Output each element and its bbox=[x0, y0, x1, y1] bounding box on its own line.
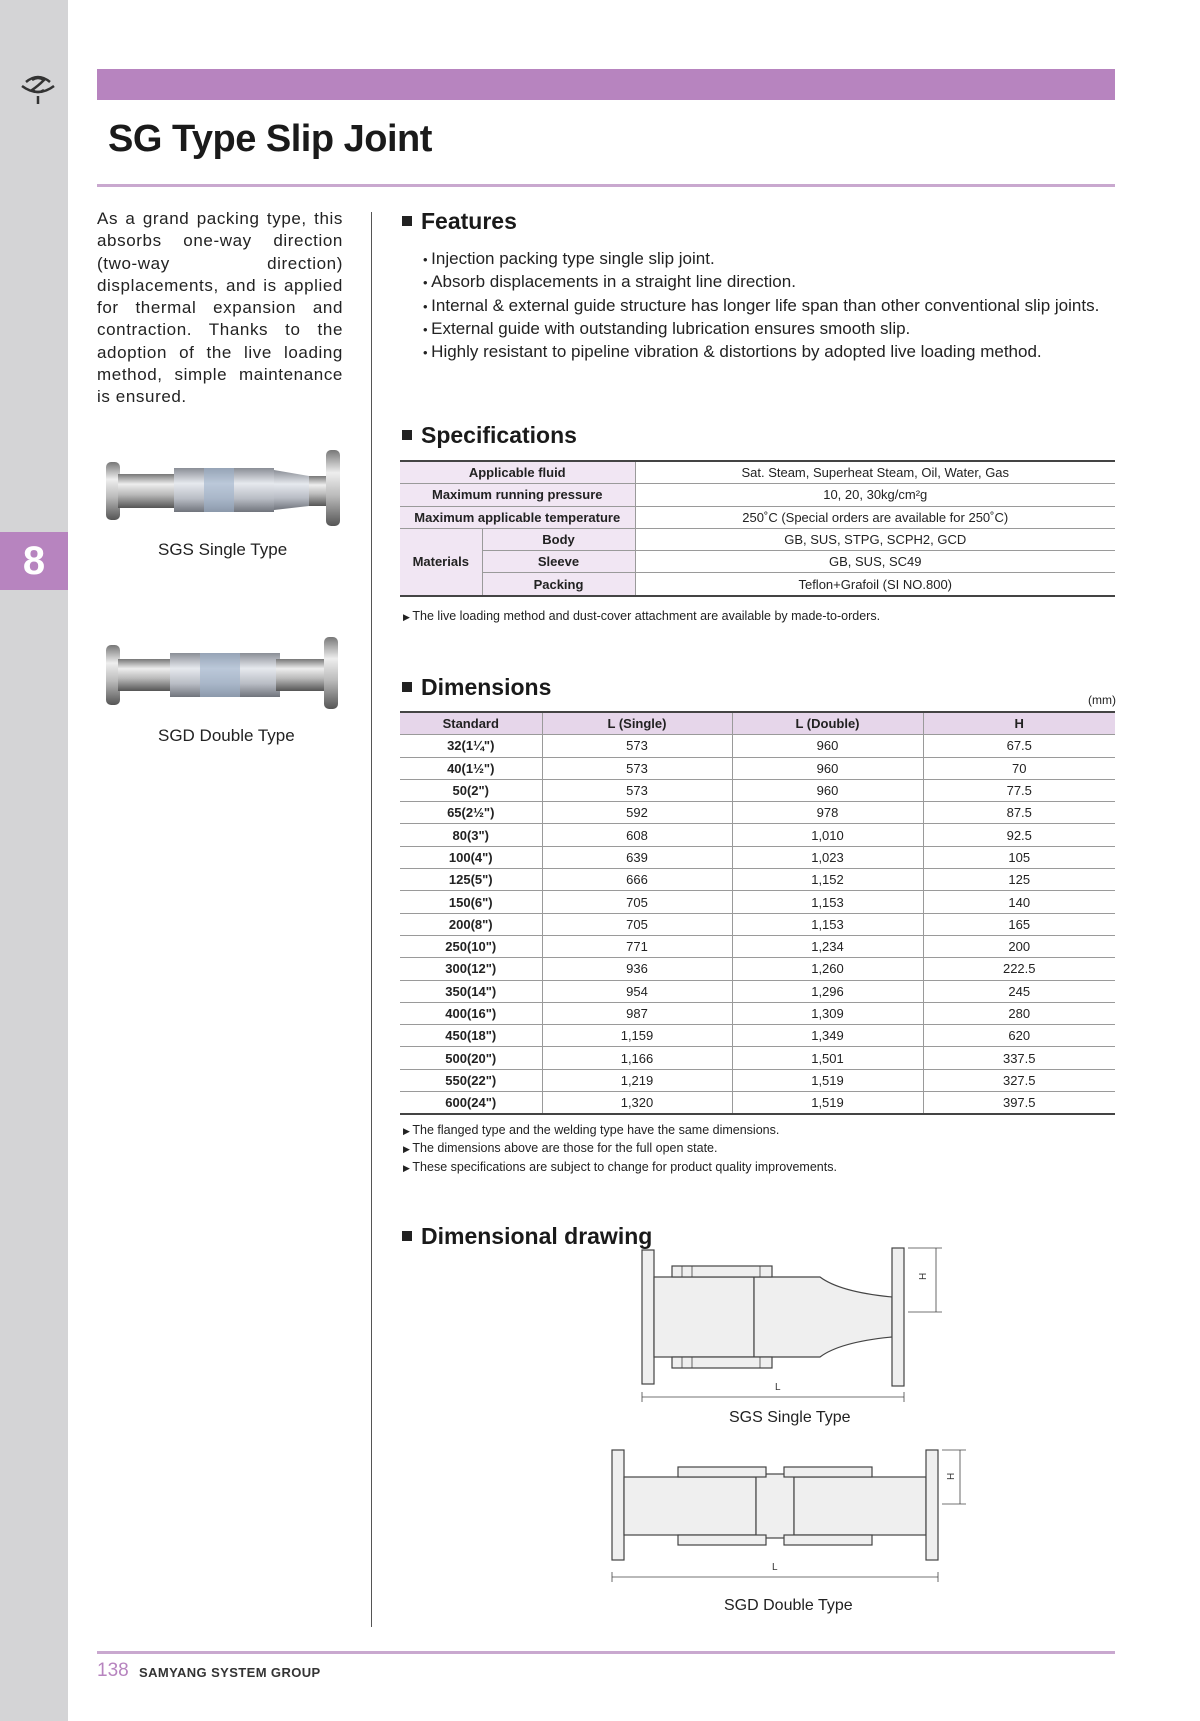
header-bar bbox=[97, 69, 1115, 100]
table-cell: Materials bbox=[400, 528, 482, 595]
table-cell: 70 bbox=[923, 757, 1115, 779]
table-cell: 327.5 bbox=[923, 1069, 1115, 1091]
table-row bbox=[400, 846, 1115, 868]
dim-l-label: L bbox=[775, 1382, 781, 1393]
table-cell: 250˚C (Special orders are available for 250˚C) bbox=[635, 506, 1115, 528]
column-divider bbox=[371, 212, 372, 1627]
list-item: • External guide with outstanding lubrication ensures smooth slip. bbox=[423, 318, 1099, 341]
table-cell: 666 bbox=[542, 869, 732, 891]
table-cell: 222.5 bbox=[923, 958, 1115, 980]
table-cell: 87.5 bbox=[923, 802, 1115, 824]
table-cell: 65(2½") bbox=[400, 802, 542, 824]
list-item: • Internal & external guide structure has longer life span than other conventional slip joints. bbox=[423, 295, 1099, 318]
specifications-note: ▶ The live loading method and dust-cover attachment are available by made-to-orders. bbox=[403, 608, 880, 626]
table-cell: 1,519 bbox=[732, 1092, 923, 1115]
unit-label: (mm) bbox=[1088, 693, 1116, 707]
table-cell: 105 bbox=[923, 846, 1115, 868]
dim-l-label: L bbox=[772, 1562, 778, 1573]
table-cell: 250(10") bbox=[400, 935, 542, 957]
table-cell: 600(24") bbox=[400, 1092, 542, 1115]
table-row bbox=[400, 484, 1115, 506]
table-cell: 1,234 bbox=[732, 935, 923, 957]
column-header: L (Double) bbox=[732, 712, 923, 735]
table-cell: Packing bbox=[482, 573, 635, 596]
dimensions-heading: Dimensions bbox=[402, 674, 551, 701]
table-cell: 1,296 bbox=[732, 980, 923, 1002]
table-cell: 960 bbox=[732, 779, 923, 801]
table-cell: 92.5 bbox=[923, 824, 1115, 846]
table-cell: 639 bbox=[542, 846, 732, 868]
table-cell: 400(16") bbox=[400, 1002, 542, 1024]
table-row bbox=[400, 1025, 1115, 1047]
table-cell: 450(18") bbox=[400, 1025, 542, 1047]
table-row bbox=[400, 802, 1115, 824]
table-cell: Maximum running pressure bbox=[400, 484, 635, 506]
table-cell: 978 bbox=[732, 802, 923, 824]
table-cell: 1,320 bbox=[542, 1092, 732, 1115]
table-cell: 100(4") bbox=[400, 846, 542, 868]
dim-h-label: H bbox=[918, 1272, 929, 1280]
table-cell: 1,166 bbox=[542, 1047, 732, 1069]
table-cell: 125 bbox=[923, 869, 1115, 891]
table-row bbox=[400, 1002, 1115, 1024]
table-cell: 1,519 bbox=[732, 1069, 923, 1091]
table-cell: 140 bbox=[923, 891, 1115, 913]
table-cell: 960 bbox=[732, 735, 923, 757]
column-header: L (Single) bbox=[542, 712, 732, 735]
features-list bbox=[423, 248, 1099, 364]
table-cell: 1,159 bbox=[542, 1025, 732, 1047]
note-item: ▶ The flanged type and the welding type have the same dimensions. bbox=[403, 1122, 837, 1140]
table-cell: 1,309 bbox=[732, 1002, 923, 1024]
table-row bbox=[400, 461, 1115, 484]
table-cell: 705 bbox=[542, 891, 732, 913]
table-row bbox=[400, 506, 1115, 528]
table-cell: 165 bbox=[923, 913, 1115, 935]
page-title: SG Type Slip Joint bbox=[108, 118, 432, 160]
table-cell: 550(22") bbox=[400, 1069, 542, 1091]
table-cell: 300(12") bbox=[400, 958, 542, 980]
table-row bbox=[400, 980, 1115, 1002]
list-item: • Absorb displacements in a straight line direction. bbox=[423, 271, 1099, 294]
column-header: Standard bbox=[400, 712, 542, 735]
table-cell: 592 bbox=[542, 802, 732, 824]
table-cell: Sat. Steam, Superheat Steam, Oil, Water, Gas bbox=[635, 461, 1115, 484]
table-cell: 608 bbox=[542, 824, 732, 846]
table-cell: 200 bbox=[923, 935, 1115, 957]
table-cell: 1,023 bbox=[732, 846, 923, 868]
table-cell: 573 bbox=[542, 779, 732, 801]
table-cell: 620 bbox=[923, 1025, 1115, 1047]
specifications-table bbox=[400, 460, 1115, 597]
table-cell: Teflon+Grafoil (SI NO.800) bbox=[635, 573, 1115, 596]
table-row bbox=[400, 757, 1115, 779]
sgs-drawing-caption: SGS Single Type bbox=[729, 1409, 851, 1426]
table-row bbox=[400, 891, 1115, 913]
intro-text: As a grand packing type, this absorbs one-way direction (two-way direction) displacements, and is applied for thermal expansion and contraction. Thanks to the adoption of the live loading method, simple maintenance is ensured. bbox=[97, 209, 343, 407]
table-cell: 245 bbox=[923, 980, 1115, 1002]
table-row bbox=[400, 528, 1115, 550]
title-divider bbox=[97, 184, 1115, 187]
table-cell: 150(6") bbox=[400, 891, 542, 913]
table-row bbox=[400, 869, 1115, 891]
table-cell: GB, SUS, STPG, SCPH2, GCD bbox=[635, 528, 1115, 550]
table-row bbox=[400, 1092, 1115, 1115]
table-cell: 32(1¼") bbox=[400, 735, 542, 757]
table-cell: 954 bbox=[542, 980, 732, 1002]
table-cell: 67.5 bbox=[923, 735, 1115, 757]
note-item: ▶ These specifications are subject to change for product quality improvements. bbox=[403, 1159, 837, 1177]
table-cell: 1,501 bbox=[732, 1047, 923, 1069]
sgd-double-photo bbox=[104, 633, 344, 713]
dimensions-table bbox=[400, 711, 1115, 1115]
table-cell: 350(14") bbox=[400, 980, 542, 1002]
sgs-drawing bbox=[630, 1242, 950, 1402]
table-cell: 573 bbox=[542, 735, 732, 757]
sgs-photo-caption: SGS Single Type bbox=[158, 540, 288, 559]
table-row bbox=[400, 1047, 1115, 1069]
dimensions-notes bbox=[403, 1122, 837, 1177]
table-cell: 40(1½") bbox=[400, 757, 542, 779]
table-cell: Sleeve bbox=[482, 551, 635, 573]
table-row bbox=[400, 551, 1115, 573]
note-item: ▶ The dimensions above are those for the full open state. bbox=[403, 1140, 837, 1158]
table-cell: 77.5 bbox=[923, 779, 1115, 801]
table-cell: 1,349 bbox=[732, 1025, 923, 1047]
table-cell: 1,153 bbox=[732, 891, 923, 913]
table-cell: Maximum applicable temperature bbox=[400, 506, 635, 528]
table-cell: 987 bbox=[542, 1002, 732, 1024]
table-row bbox=[400, 735, 1115, 757]
table-cell: 80(3") bbox=[400, 824, 542, 846]
list-item: • Highly resistant to pipeline vibration & distortions by adopted live loading method. bbox=[423, 341, 1099, 364]
table-cell: 1,152 bbox=[732, 869, 923, 891]
page-number: 138 bbox=[97, 1660, 129, 1681]
sgd-drawing bbox=[602, 1448, 972, 1588]
column-header: H bbox=[923, 712, 1115, 735]
company-logo-icon bbox=[18, 68, 58, 108]
table-row bbox=[400, 1069, 1115, 1091]
table-cell: 771 bbox=[542, 935, 732, 957]
side-strip bbox=[0, 0, 68, 1721]
table-cell: 397.5 bbox=[923, 1092, 1115, 1115]
table-cell: 50(2") bbox=[400, 779, 542, 801]
table-cell: 1,260 bbox=[732, 958, 923, 980]
list-item: • Injection packing type single slip joint. bbox=[423, 248, 1099, 271]
table-row bbox=[400, 913, 1115, 935]
table-cell: 573 bbox=[542, 757, 732, 779]
table-row bbox=[400, 779, 1115, 801]
dim-h-label: H bbox=[946, 1472, 957, 1480]
table-cell: 10, 20, 30kg/cm²g bbox=[635, 484, 1115, 506]
table-row bbox=[400, 935, 1115, 957]
table-cell: 1,010 bbox=[732, 824, 923, 846]
table-header-row bbox=[400, 712, 1115, 735]
table-row bbox=[400, 958, 1115, 980]
table-cell: 125(5") bbox=[400, 869, 542, 891]
sgs-single-photo bbox=[104, 448, 344, 528]
table-cell: 960 bbox=[732, 757, 923, 779]
table-cell: 280 bbox=[923, 1002, 1115, 1024]
table-row bbox=[400, 573, 1115, 596]
table-cell: Body bbox=[482, 528, 635, 550]
table-cell: 705 bbox=[542, 913, 732, 935]
footer-divider bbox=[97, 1651, 1115, 1654]
table-cell: GB, SUS, SC49 bbox=[635, 551, 1115, 573]
table-cell: Applicable fluid bbox=[400, 461, 635, 484]
table-cell: 1,153 bbox=[732, 913, 923, 935]
table-cell: 936 bbox=[542, 958, 732, 980]
features-heading: Features bbox=[402, 208, 517, 235]
drawing-heading: Dimensional drawing bbox=[402, 1223, 652, 1250]
chapter-tab: 8 bbox=[0, 532, 68, 590]
table-cell: 500(20") bbox=[400, 1047, 542, 1069]
table-cell: 1,219 bbox=[542, 1069, 732, 1091]
table-cell: 337.5 bbox=[923, 1047, 1115, 1069]
sgd-drawing-caption: SGD Double Type bbox=[724, 1597, 853, 1614]
footer-brand: SAMYANG SYSTEM GROUP bbox=[139, 1665, 321, 1680]
specifications-heading: Specifications bbox=[402, 422, 577, 449]
table-row bbox=[400, 824, 1115, 846]
table-cell: 200(8") bbox=[400, 913, 542, 935]
sgd-photo-caption: SGD Double Type bbox=[158, 726, 295, 745]
